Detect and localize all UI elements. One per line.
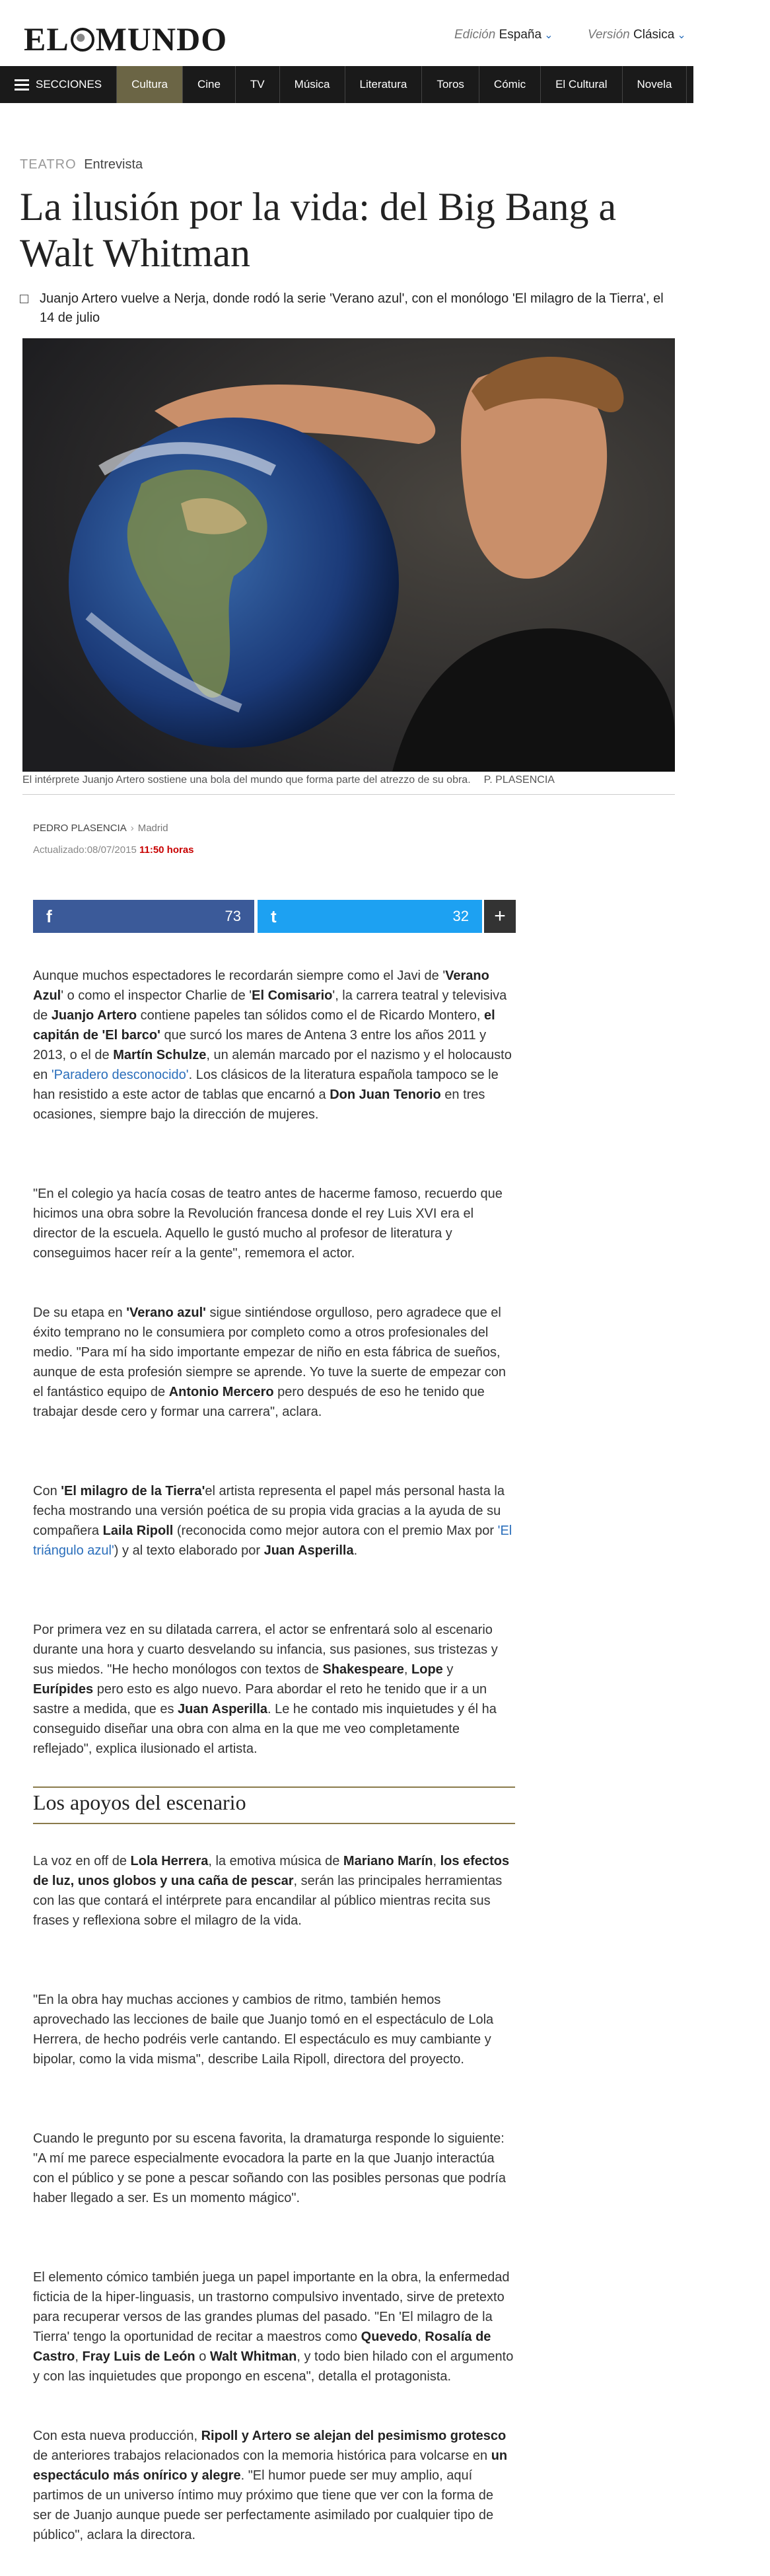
inline-link[interactable]: 'Paradero desconocido'	[51, 1068, 189, 1082]
photo-caption: El intérprete Juanjo Artero sostiene una bola del mundo que forma parte del atrezzo de su obra. P. PLASENCIA	[22, 774, 675, 795]
facebook-icon: f	[46, 906, 52, 926]
author-link[interactable]: PEDRO PLASENCIA	[33, 823, 127, 834]
version-selector[interactable]: Versión Clásica ⌄	[588, 28, 686, 42]
nav-item-literatura[interactable]: Literatura	[345, 66, 423, 103]
paragraph: "En el colegio ya hacía cosas de teatro antes de hacerme famoso, recuerdo que hicimos una obra sobre la Revolución francesa donde el rey Luis XVI era el director de la escuela. Aquello le gustó mucho al profesor de literatura y conseguimos hacer reír a la gente", rememora el actor.	[33, 1187, 503, 1261]
byline: PEDRO PLASENCIA › Madrid	[33, 823, 168, 834]
inline-link[interactable]: 'El triángulo azul'	[33, 1524, 512, 1558]
paragraph: Con esta nueva producción, Ripoll y Artero se alejan del pesimismo grotesco de anteriores trabajos relacionados con la memoria histórica para volcarse en un espectáculo más onírico y alegre. "El humor puede ser muy amplio, aquí partimos de un universo íntimo muy próximo que tiene que ver con la forma de ser de Juanjo aunque puede ser perfectamente asimilado por cualquier tipo de público", aclara la directora.	[33, 2429, 508, 2542]
paragraph: La voz en off de Lola Herrera, la emotiva música de Mariano Marín, los efectos de luz, unos globos y una caña de pescar, serán las principales herramientas con las que contará el intérprete para encandilar al público mientras recita sus frases y reflexiona sobre el milagro de la vida.	[33, 1854, 510, 1928]
twitter-share-button[interactable]	[258, 900, 482, 933]
paragraph: Por primera vez en su dilatada carrera, el actor se enfrentará solo al escenario durante una hora y cuarto desvelando su infancia, sus pasiones, sus tristezas y sus miedos. "He hecho monólogos con textos de Shakespeare, Lope y Eurípides pero esto es algo nuevo. Para abordar el reto he tenido que ir a un sastre a medida, que es Juan Asperilla. Le he contado mis inquietudes y él ha conseguido diseñar una obra con alma en la que me veo completamente reflejado", explica ilusionado el artista.	[33, 1623, 498, 1756]
facebook-count: 73	[225, 908, 241, 924]
menu-icon	[15, 77, 29, 93]
chevron-right-icon: ›	[130, 823, 134, 834]
paragraph: De su etapa en 'Verano azul' sigue sintiéndose orgulloso, pero agradece que el éxito temprano no le consumiera por completo como a otros profesionales del medio. "Para mí ha sido importante empezar de niño en esta fábrica de sueños, aunque de esta profesión siempre se aprende. Yo tuve la suerte de empezar con el fantástico equipo de Antonio Mercero pero después de eso he tenido que trabajar desde cero y formar una carrera", aclara.	[33, 1306, 507, 1419]
bullet-icon	[20, 295, 28, 303]
nav-item-secciones[interactable]: SECCIONES	[0, 66, 117, 103]
globe-icon	[71, 28, 94, 52]
twitter-count: 32	[452, 908, 469, 924]
nav-item-comic[interactable]: Cómic	[479, 66, 541, 103]
paragraph: Con 'El milagro de la Tierra'el artista representa el papel más personal hasta la fecha mostrando una versión poética de su propia vida gracias a la ayuda de su compañera Laila Ripoll (reconocida como mejor autora con el premio Max por 'El triángulo azul') y al texto elaborado por Juan Asperilla.	[33, 1484, 512, 1558]
nav-item-novela[interactable]: Novela	[623, 66, 687, 103]
nav-item-el-cultural[interactable]: El Cultural	[541, 66, 622, 103]
paragraph: "En la obra hay muchas acciones y cambios de ritmo, también hemos aprovechado las lecciones de baile que Juanjo tomó en el espectáculo de Lola Herrera, de hecho podréis verle cantando. El espectáculo es muy cambiante y bipolar, como la vida misma", describe Laila Ripoll, directora del proyecto.	[33, 1993, 494, 2067]
nav-item-tv[interactable]: TV	[236, 66, 280, 103]
twitter-icon: t	[271, 906, 277, 926]
nav-item-cultura[interactable]: Cultura	[117, 66, 183, 103]
updated-timestamp: Actualizado:08/07/2015 11:50 horas	[33, 844, 194, 856]
nav-item-musica[interactable]: Música	[280, 66, 345, 103]
logo[interactable]: EL MUNDO	[24, 20, 228, 57]
nav-item-cine[interactable]: Cine	[183, 66, 236, 103]
article-summary: Juanjo Artero vuelve a Nerja, donde rodó la serie 'Verano azul', con el monólogo 'El milagro de la Tierra', el 14 de julio	[20, 289, 674, 328]
paragraph: El elemento cómico también juega un papel importante en la obra, la enfermedad ficticia de la hiper-linguasis, un trastorno compulsivo inventado, sirve de pretexto para recuperar versos de las grandes plumas del pasado. "En 'El milagro de la Tierra' tengo la oportunidad de recitar a maestros como Quevedo, Rosalía de Castro, Fray Luis de León o Walt Whitman, y todo bien hilado con el argumento y con las inquietudes que propongo en escena", detalla el protagonista.	[33, 2270, 514, 2384]
facebook-share-button[interactable]	[33, 900, 254, 933]
main-nav	[0, 66, 693, 103]
chevron-down-icon: ⌄	[677, 30, 686, 41]
nav-item-toros[interactable]: Toros	[422, 66, 479, 103]
edition-selector[interactable]: Edición España ⌄	[454, 28, 553, 42]
section-link[interactable]: TEATRO	[20, 157, 77, 172]
paragraph: Aunque muchos espectadores le recordarán siempre como el Javi de 'Verano Azul' o como el inspector Charlie de 'El Comisario', la carrera teatral y televisiva de Juanjo Artero contiene papeles tan sólidos como el de Ricardo Montero, el capitán de 'El barco' que surcó los mares de Antena 3 entre los años 2011 y 2013, o el de Martín Schulze, un alemán marcado por el nazismo y el holocausto en 'Paradero desconocido'. Los clásicos de la literatura española tampoco se le han resistido a este actor de tablas que encarnó a Don Juan Tenorio en tres ocasiones, siempre bajo la dirección de mujeres.	[33, 969, 512, 1122]
plus-icon: +	[494, 905, 506, 927]
section-subheading: Los apoyos del escenario	[33, 1786, 515, 1824]
paragraph: Cuando le pregunto por su escena favorita, la dramaturga responde lo siguiente: "A mí me parece especialmente evocadora la parte en la que Juanjo interactúa con el público y se pone a pescar soñando con las posibles personas que podría haber llegado a ser. Es un momento mágico".	[33, 2131, 507, 2205]
chevron-down-icon: ⌄	[544, 30, 553, 41]
more-share-button[interactable]	[484, 900, 516, 933]
section-label: TEATRO Entrevista	[20, 157, 143, 172]
article-title: La ilusión por la vida: del Big Bang a Walt Whitman	[20, 185, 617, 275]
article-photo	[22, 338, 675, 772]
